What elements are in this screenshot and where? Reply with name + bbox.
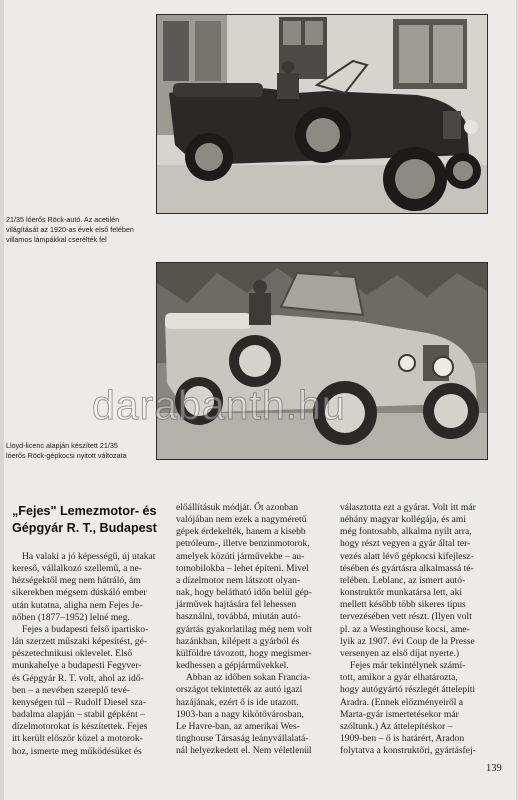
text-line: sikerekben mégsem dúskáló ember bbox=[12, 587, 147, 599]
text-line: nőben (1877–1952) lelné meg. bbox=[12, 611, 130, 623]
text-line: országot tekintették az autó igazi bbox=[176, 684, 303, 696]
caption-line: világítását az 1920-as évek első felében bbox=[6, 224, 134, 234]
photo-lloyd-licence-car bbox=[156, 262, 488, 460]
text-line: előállításuk módját. Őt azonban bbox=[176, 502, 299, 513]
text-line: külföldre távozott, hogy megismer- bbox=[176, 647, 312, 659]
text-line: hoz, ismerte meg működésüket és bbox=[12, 745, 142, 757]
text-line: gyártás gyakorlatilag még nem volt bbox=[176, 623, 312, 635]
text-line: konstruktőr munkatársa lett, aki bbox=[340, 587, 463, 599]
text-line: munkahelye a budapesti Fegyver- bbox=[12, 660, 142, 672]
text-line: valójában nem ezek a nagyméretű bbox=[176, 514, 307, 526]
text-line: Fejes már tekintélynek számí- bbox=[350, 660, 466, 672]
caption-line: 21/35 lóerős Röck-autó. Az acetilén bbox=[6, 215, 120, 224]
text-line: járművek hajtására fel lehessen bbox=[176, 599, 297, 611]
text-line: petróleum-, illetve benzinmotorok, bbox=[176, 538, 310, 550]
text-line: lán szerzett műszaki képesítést, gé- bbox=[12, 636, 148, 648]
text-line: még fontosabb, alkalma nyílt arra, bbox=[340, 526, 472, 538]
text-line: tomobilokba – lehet építeni. Mivel bbox=[176, 562, 309, 574]
text-line: pl. az a Westinghouse kocsi, ame- bbox=[340, 623, 470, 635]
text-line: itt került először közel a motorok- bbox=[12, 733, 143, 745]
text-line: Abban az időben sokan Francia- bbox=[186, 672, 311, 684]
text-line: a dízelmotor nem látszott olyan- bbox=[176, 574, 301, 586]
watermark-text: darabanth.hu bbox=[92, 382, 346, 428]
car-photo-illustration-1 bbox=[157, 15, 487, 213]
text-line: telében. Leblanc, az ismert autó- bbox=[340, 574, 466, 586]
text-line: után kutatna, aligha nem Fejes Je- bbox=[12, 599, 143, 611]
text-line: tésében és gyártásra alkalmassá té- bbox=[340, 562, 474, 574]
text-line: vezés alatt lévő gépkocsi kifejlesz- bbox=[340, 550, 474, 562]
text-line: nál helyezkedett el. Nem véletlenül bbox=[176, 745, 312, 757]
text-line: Ha valaki a jó képességű, új utakat bbox=[22, 551, 156, 562]
photo-rock-auto bbox=[156, 14, 488, 214]
text-line: és Gépgyár R. T. volt, ahol az idő- bbox=[12, 672, 144, 684]
article-heading bbox=[12, 503, 157, 536]
text-line: nak, hogy belátható időn belül gép- bbox=[176, 587, 312, 599]
caption-line: Lloyd-licenc alapján készített 21/35 bbox=[6, 441, 118, 450]
text-line: amelyek közúti járművekbe – au- bbox=[176, 550, 305, 562]
text-line: hazájának, ezért ő is ide utazott. bbox=[176, 696, 299, 708]
text-line: folytatva a konstruktőri, gyártásfej- bbox=[340, 745, 476, 757]
photo2-caption bbox=[6, 441, 127, 461]
text-line: szóltunk.) Az áttelepítéskor – bbox=[340, 720, 453, 732]
text-line: dízelmotorokat is készítettek. Fejes bbox=[12, 721, 148, 733]
text-line: lyik az 1907. évi Coup de la Presse bbox=[340, 635, 475, 647]
car-photo-illustration-2 bbox=[157, 263, 487, 459]
text-line: kereső, vállalkozó szellemű, a ne- bbox=[12, 563, 142, 575]
text-line: hézségektől meg nem hátráló, ám bbox=[12, 575, 141, 587]
text-line: tervezésében vett részt. (Ilyen volt bbox=[340, 611, 472, 623]
text-line: tott, amikor a gyár elhatározta, bbox=[340, 672, 458, 684]
photo1-caption bbox=[6, 215, 134, 244]
text-line: Marta-gyár ismertetésekor már bbox=[340, 708, 459, 720]
text-line: pészetechnikusi oklevelet. Első bbox=[12, 648, 133, 660]
caption-line: lóerős Röck-gépkocsi nyitott változata bbox=[6, 450, 127, 460]
text-line: badalma alapján – stabil gépként – bbox=[12, 709, 145, 721]
text-column-2 bbox=[176, 502, 312, 757]
heading-line: „Fejes" Lemezmotor- és bbox=[12, 504, 157, 518]
text-line: Fejes a budapesti felső ipartisko- bbox=[22, 623, 149, 635]
text-column-1 bbox=[12, 551, 155, 758]
text-line: mellett később több sikeres típus bbox=[340, 599, 466, 611]
text-line: választotta ezt a gyárat. Volt itt már bbox=[340, 502, 476, 513]
page-number: 139 bbox=[486, 763, 502, 774]
text-line: néhány magyar kollégája, és ami bbox=[340, 514, 467, 526]
text-line: hazánkban, kilépett a gyárból és bbox=[176, 635, 300, 647]
text-line: használni, továbbá, miután autó- bbox=[176, 611, 301, 623]
text-line: Le Havre-ban, az amerikai Wes- bbox=[176, 720, 300, 732]
text-line: hogy autógyártó részlegét áttelepíti bbox=[340, 684, 476, 696]
text-line: versenyen az első díjat nyerte.) bbox=[340, 647, 460, 659]
text-column-3 bbox=[340, 502, 476, 757]
book-page bbox=[4, 0, 516, 800]
heading-line: Gépgyár R. T., Budapest bbox=[12, 520, 157, 535]
text-line: Aradra. (Ennek előzményeiről a bbox=[340, 696, 464, 708]
text-line: gépek érdekelték, hanem a kisebb bbox=[176, 526, 306, 538]
text-line: kenységen túl – Rudolf Diesel sza- bbox=[12, 696, 147, 708]
text-line: 1909-ben – ő is határért, Aradon bbox=[340, 732, 465, 744]
text-line: ben – a nevében szereplő tevé- bbox=[12, 684, 130, 696]
text-line: 1903-ban a nagy kikötővárosban, bbox=[176, 708, 304, 720]
text-line: tinghouse Társaság leányvállalatá- bbox=[176, 732, 309, 744]
text-line: kedhessen a gépjárművekkel. bbox=[176, 660, 289, 672]
caption-line: villamos lámpákkal cserélték fel bbox=[6, 234, 107, 244]
text-line: hogy részt vegyen a gyár által ter- bbox=[340, 538, 471, 550]
